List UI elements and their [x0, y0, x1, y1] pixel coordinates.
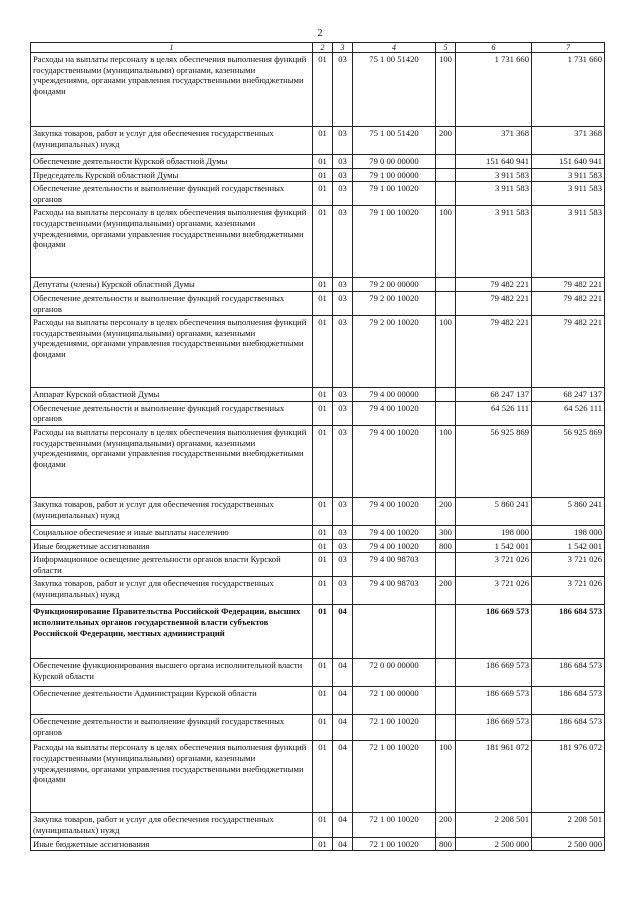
row-target-article-cell [353, 605, 436, 659]
row-amount-1-cell: 2 208 501 [456, 813, 532, 837]
row-section-cell: 01 [313, 605, 333, 659]
row-target-article-cell: 79 2 00 10020 [353, 291, 436, 315]
header-cell: 2 [313, 43, 333, 53]
row-amount-2-cell: 186 684 573 [532, 605, 605, 659]
row-amount-1-cell: 56 925 869 [456, 425, 532, 497]
row-expense-type-cell [436, 155, 456, 169]
row-target-article-cell: 79 0 00 00000 [353, 155, 436, 169]
row-section-cell: 01 [313, 127, 333, 155]
row-amount-1-cell: 3 911 583 [456, 182, 532, 206]
row-amount-1-cell: 5 860 241 [456, 497, 532, 525]
header-cell: 7 [532, 43, 605, 53]
row-amount-1-cell: 2 500 000 [456, 837, 532, 851]
row-amount-1-cell: 151 640 941 [456, 155, 532, 169]
row-name-cell: Обеспечение функционирования высшего органа исполнительной власти Курской области [31, 659, 313, 687]
row-section-cell: 01 [313, 53, 333, 127]
row-target-article-cell: 75 1 00 51420 [353, 53, 436, 127]
row-target-article-cell: 79 4 00 10020 [353, 401, 436, 425]
row-section-cell: 01 [313, 539, 333, 553]
row-name-cell: Иные бюджетные ассигнования [31, 539, 313, 553]
table-row [31, 605, 605, 659]
row-target-article-cell: 72 0 00 00000 [353, 659, 436, 687]
row-target-article-cell: 79 4 00 10020 [353, 425, 436, 497]
table-row [31, 525, 605, 539]
row-target-article-cell: 79 1 00 10020 [353, 182, 436, 206]
table-body [31, 53, 605, 851]
row-amount-1-cell: 181 961 072 [456, 741, 532, 813]
row-amount-2-cell: 186 684 573 [532, 687, 605, 715]
row-amount-1-cell: 68 247 137 [456, 388, 532, 402]
row-amount-1-cell: 3 721 026 [456, 553, 532, 577]
row-name-cell: Социальное обеспечение и иные выплаты населению [31, 525, 313, 539]
row-target-article-cell: 79 1 00 10020 [353, 206, 436, 278]
row-subsection-cell: 03 [333, 553, 353, 577]
budget-table [30, 42, 605, 851]
row-name-cell: Аппарат Курской областной Думы [31, 388, 313, 402]
table-row [31, 53, 605, 127]
table-row [31, 659, 605, 687]
row-name-cell: Обеспечение деятельности и выполнение функций государственных органов [31, 401, 313, 425]
row-expense-type-cell: 100 [436, 206, 456, 278]
row-amount-2-cell: 181 976 072 [532, 741, 605, 813]
table-row [31, 553, 605, 577]
row-amount-2-cell: 2 500 000 [532, 837, 605, 851]
row-subsection-cell: 04 [333, 837, 353, 851]
row-expense-type-cell [436, 401, 456, 425]
table-row [31, 206, 605, 278]
row-subsection-cell: 03 [333, 497, 353, 525]
row-subsection-cell: 03 [333, 539, 353, 553]
row-name-cell: Функционирование Правительства Российской Федерации, высших исполнительных органов государственной власти субъектов Российской Федерации, местных администраций [31, 605, 313, 659]
table-row [31, 316, 605, 388]
row-name-cell: Расходы на выплаты персоналу в целях обеспечения выполнения функций государственными (муниципальными) органами, казенными учреждениями, органами управления государственными внебюджетными фондами [31, 206, 313, 278]
row-subsection-cell: 04 [333, 659, 353, 687]
row-expense-type-cell [436, 182, 456, 206]
row-amount-2-cell: 198 000 [532, 525, 605, 539]
row-subsection-cell: 03 [333, 182, 353, 206]
row-expense-type-cell [436, 168, 456, 182]
row-amount-2-cell: 79 482 221 [532, 278, 605, 292]
row-expense-type-cell: 300 [436, 525, 456, 539]
row-subsection-cell: 04 [333, 605, 353, 659]
row-target-article-cell: 79 4 00 10020 [353, 539, 436, 553]
row-subsection-cell: 03 [333, 278, 353, 292]
row-expense-type-cell [436, 605, 456, 659]
row-expense-type-cell: 100 [436, 316, 456, 388]
header-cell: 5 [436, 43, 456, 53]
row-section-cell: 01 [313, 553, 333, 577]
row-amount-2-cell: 3 721 026 [532, 577, 605, 605]
row-section-cell: 01 [313, 425, 333, 497]
row-name-cell: Закупка товаров, работ и услуг для обеспечения государственных (муниципальных) нужд [31, 577, 313, 605]
row-subsection-cell: 04 [333, 715, 353, 741]
header-cell: 4 [353, 43, 436, 53]
table-row [31, 291, 605, 315]
row-expense-type-cell: 100 [436, 53, 456, 127]
row-name-cell: Закупка товаров, работ и услуг для обеспечения государственных (муниципальных) нужд [31, 813, 313, 837]
row-section-cell: 01 [313, 525, 333, 539]
row-name-cell: Обеспечение деятельности и выполнение функций государственных органов [31, 182, 313, 206]
table-row [31, 425, 605, 497]
row-subsection-cell: 03 [333, 127, 353, 155]
row-amount-2-cell: 79 482 221 [532, 291, 605, 315]
row-amount-2-cell: 64 526 111 [532, 401, 605, 425]
row-subsection-cell: 04 [333, 687, 353, 715]
row-section-cell: 01 [313, 278, 333, 292]
row-subsection-cell: 03 [333, 206, 353, 278]
row-amount-2-cell: 371 368 [532, 127, 605, 155]
row-amount-2-cell: 2 208 501 [532, 813, 605, 837]
row-expense-type-cell: 200 [436, 577, 456, 605]
row-section-cell: 01 [313, 659, 333, 687]
table-row [31, 497, 605, 525]
row-name-cell: Обеспечение деятельности и выполнение функций государственных органов [31, 291, 313, 315]
row-name-cell: Председатель Курской областной Думы [31, 168, 313, 182]
row-name-cell: Обеспечение деятельности и выполнение функций государственных органов [31, 715, 313, 741]
row-subsection-cell: 03 [333, 168, 353, 182]
row-name-cell: Информационное освещение деятельности органов власти Курской области [31, 553, 313, 577]
row-target-article-cell: 79 4 00 00000 [353, 388, 436, 402]
row-expense-type-cell: 800 [436, 539, 456, 553]
table-row [31, 741, 605, 813]
row-target-article-cell: 79 4 00 10020 [353, 497, 436, 525]
row-amount-1-cell: 79 482 221 [456, 316, 532, 388]
row-subsection-cell: 03 [333, 525, 353, 539]
row-amount-1-cell: 1 542 001 [456, 539, 532, 553]
row-section-cell: 01 [313, 168, 333, 182]
row-target-article-cell: 72 1 00 10020 [353, 715, 436, 741]
row-subsection-cell: 03 [333, 155, 353, 169]
table-row [31, 577, 605, 605]
header-cell: 6 [456, 43, 532, 53]
row-target-article-cell: 72 1 00 00000 [353, 687, 436, 715]
row-amount-1-cell: 79 482 221 [456, 278, 532, 292]
row-expense-type-cell: 200 [436, 497, 456, 525]
row-section-cell: 01 [313, 715, 333, 741]
row-subsection-cell: 03 [333, 388, 353, 402]
row-expense-type-cell: 100 [436, 425, 456, 497]
row-section-cell: 01 [313, 837, 333, 851]
row-amount-1-cell: 79 482 221 [456, 291, 532, 315]
row-subsection-cell: 03 [333, 53, 353, 127]
row-name-cell: Обеспечение деятельности Администрации Курской области [31, 687, 313, 715]
row-section-cell: 01 [313, 206, 333, 278]
row-section-cell: 01 [313, 813, 333, 837]
row-section-cell: 01 [313, 155, 333, 169]
row-subsection-cell: 03 [333, 291, 353, 315]
row-target-article-cell: 79 1 00 00000 [353, 168, 436, 182]
table-row [31, 127, 605, 155]
row-amount-2-cell: 1 731 660 [532, 53, 605, 127]
row-subsection-cell: 04 [333, 741, 353, 813]
row-expense-type-cell: 200 [436, 813, 456, 837]
row-section-cell: 01 [313, 316, 333, 388]
row-name-cell: Расходы на выплаты персоналу в целях обеспечения выполнения функций государственными (муниципальными) органами, казенными учреждениями, органами управления государственными внебюджетными фондами [31, 741, 313, 813]
row-subsection-cell: 04 [333, 813, 353, 837]
row-expense-type-cell: 800 [436, 837, 456, 851]
row-section-cell: 01 [313, 687, 333, 715]
table-row [31, 715, 605, 741]
row-section-cell: 01 [313, 401, 333, 425]
row-expense-type-cell [436, 388, 456, 402]
row-name-cell: Расходы на выплаты персоналу в целях обеспечения выполнения функций государственными (муниципальными) органами, казенными учреждениями, органами управления государственными внебюджетными фондами [31, 425, 313, 497]
table-row [31, 155, 605, 169]
header-cell: 3 [333, 43, 353, 53]
row-amount-1-cell: 186 669 573 [456, 715, 532, 741]
row-expense-type-cell [436, 291, 456, 315]
row-name-cell: Обеспечение деятельности Курской областной Думы [31, 155, 313, 169]
table-row [31, 388, 605, 402]
row-amount-1-cell: 3 911 583 [456, 206, 532, 278]
row-amount-2-cell: 3 721 026 [532, 553, 605, 577]
table-row [31, 278, 605, 292]
table-row [31, 168, 605, 182]
header-cell: 1 [31, 43, 313, 53]
row-amount-1-cell: 3 721 026 [456, 577, 532, 605]
table-row [31, 837, 605, 851]
row-amount-1-cell: 64 526 111 [456, 401, 532, 425]
header-row [31, 43, 605, 53]
row-amount-1-cell: 186 669 573 [456, 659, 532, 687]
row-amount-1-cell: 198 000 [456, 525, 532, 539]
row-amount-2-cell: 1 542 001 [532, 539, 605, 553]
row-target-article-cell: 75 1 00 51420 [353, 127, 436, 155]
row-amount-2-cell: 3 911 583 [532, 182, 605, 206]
row-expense-type-cell: 200 [436, 127, 456, 155]
row-section-cell: 01 [313, 291, 333, 315]
row-amount-2-cell: 56 925 869 [532, 425, 605, 497]
row-amount-1-cell: 186 669 573 [456, 687, 532, 715]
row-amount-1-cell: 1 731 660 [456, 53, 532, 127]
row-section-cell: 01 [313, 182, 333, 206]
row-amount-2-cell: 3 911 583 [532, 168, 605, 182]
row-section-cell: 01 [313, 497, 333, 525]
row-subsection-cell: 03 [333, 577, 353, 605]
row-name-cell: Расходы на выплаты персоналу в целях обеспечения выполнения функций государственными (муниципальными) органами, казенными учреждениями, органами управления государственными внебюджетными фондами [31, 316, 313, 388]
row-target-article-cell: 72 1 00 10020 [353, 741, 436, 813]
row-section-cell: 01 [313, 741, 333, 813]
row-name-cell: Закупка товаров, работ и услуг для обеспечения государственных (муниципальных) нужд [31, 127, 313, 155]
row-name-cell: Депутаты (члены) Курской областной Думы [31, 278, 313, 292]
row-expense-type-cell [436, 659, 456, 687]
row-expense-type-cell [436, 687, 456, 715]
row-expense-type-cell: 100 [436, 741, 456, 813]
table-row [31, 182, 605, 206]
row-target-article-cell: 72 1 00 10020 [353, 837, 436, 851]
row-amount-2-cell: 79 482 221 [532, 316, 605, 388]
row-subsection-cell: 03 [333, 401, 353, 425]
row-amount-1-cell: 371 368 [456, 127, 532, 155]
table-row [31, 539, 605, 553]
row-amount-2-cell: 186 684 573 [532, 659, 605, 687]
row-name-cell: Закупка товаров, работ и услуг для обеспечения государственных (муниципальных) нужд [31, 497, 313, 525]
row-name-cell: Расходы на выплаты персоналу в целях обеспечения выполнения функций государственными (муниципальными) органами, казенными учреждениями, органами управления государственными внебюджетными фондами [31, 53, 313, 127]
row-amount-2-cell: 151 640 941 [532, 155, 605, 169]
row-subsection-cell: 03 [333, 425, 353, 497]
table-row [31, 687, 605, 715]
row-target-article-cell: 79 2 00 00000 [353, 278, 436, 292]
row-section-cell: 01 [313, 388, 333, 402]
table-row [31, 401, 605, 425]
row-amount-2-cell: 3 911 583 [532, 206, 605, 278]
row-expense-type-cell [436, 278, 456, 292]
row-target-article-cell: 79 2 00 10020 [353, 316, 436, 388]
row-amount-1-cell: 186 669 573 [456, 605, 532, 659]
table-row [31, 813, 605, 837]
row-target-article-cell: 79 4 00 98703 [353, 577, 436, 605]
row-target-article-cell: 79 4 00 98703 [353, 553, 436, 577]
row-expense-type-cell [436, 715, 456, 741]
row-expense-type-cell [436, 553, 456, 577]
page-number: 2 [317, 28, 323, 39]
row-name-cell: Иные бюджетные ассигнования [31, 837, 313, 851]
row-amount-2-cell: 5 860 241 [532, 497, 605, 525]
row-target-article-cell: 79 4 00 10020 [353, 525, 436, 539]
row-amount-2-cell: 68 247 137 [532, 388, 605, 402]
row-target-article-cell: 72 1 00 10020 [353, 813, 436, 837]
row-subsection-cell: 03 [333, 316, 353, 388]
row-amount-1-cell: 3 911 583 [456, 168, 532, 182]
row-section-cell: 01 [313, 577, 333, 605]
row-amount-2-cell: 186 684 573 [532, 715, 605, 741]
